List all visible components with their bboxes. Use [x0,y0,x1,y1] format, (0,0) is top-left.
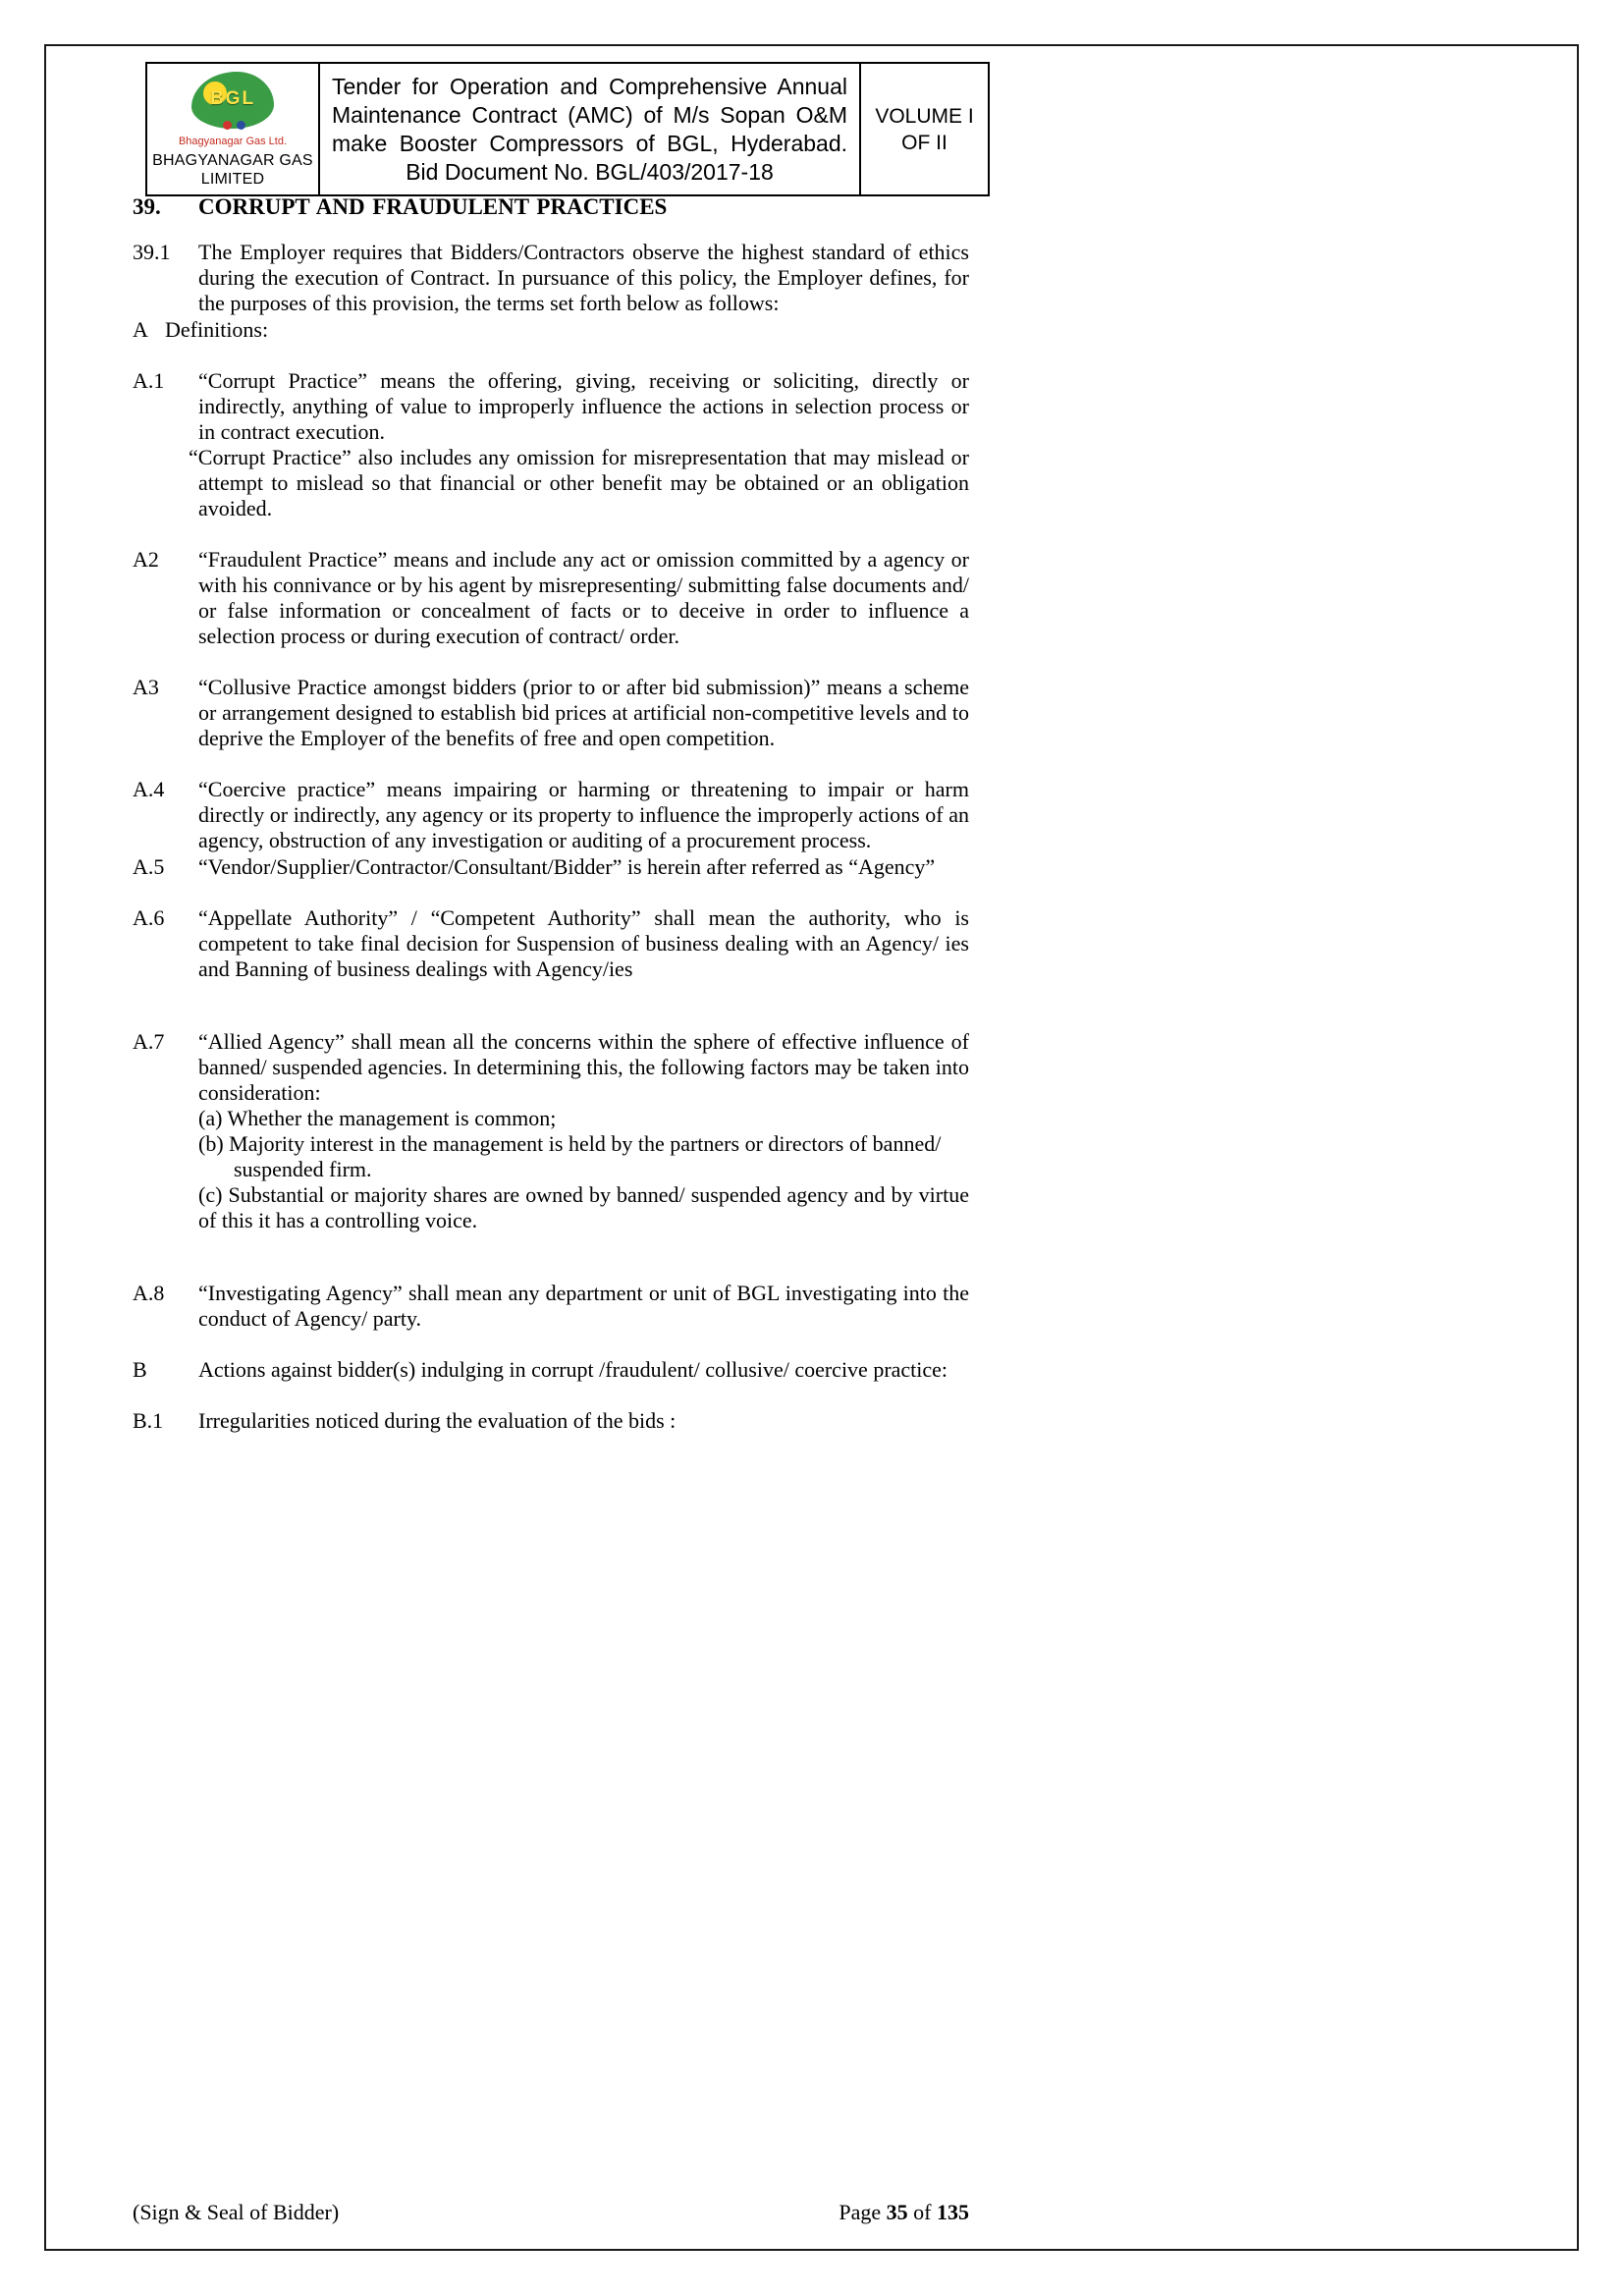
page-number-current: 35 [886,2200,908,2224]
sign-seal-note: (Sign & Seal of Bidder) [133,2200,340,2224]
document-footer [133,2200,969,2225]
logo-dot-blue-icon [237,121,245,130]
clause-text: “Appellate Authority” / “Competent Authority” shall mean the authority, who is competent to take final decision for Suspension of business dealing with an Agency/ ies and Banning of business dealings with Agency/ies [198,905,969,981]
clause-text: The Employer requires that Bidders/Contractors observe the highest standard of ethics during the execution of Contract. In pursuance of this policy, the Employer defines, for the purposes of this provision, the terms set forth below as follows: [198,240,969,315]
clause-label: A.8 [133,1281,165,1305]
tender-title-line: Tender for Operation and Comprehensive Annual [332,74,847,99]
clause-text: “Investigating Agency” shall mean any department or unit of BGL investigating into the conduct of Agency/ party. [198,1281,969,1331]
tender-title-line: make Booster Compressors of BGL, Hyderabad. [332,131,847,156]
clause-a-definitions [133,317,969,343]
clause-text: Actions against bidder(s) indulging in corrupt /fraudulent/ collusive/ coercive practice: [198,1357,948,1382]
clause-label: B.1 [133,1408,164,1433]
clause-text: “Corrupt Practice” means the offering, giving, receiving or soliciting, directly or indirectly, anything of value to improperly influence the actions in selection process or in contract execution. [198,368,969,444]
clause-label: A3 [133,675,159,699]
clause-a-2 [133,547,969,649]
clause-label: A2 [133,547,159,572]
section-number: 39. [133,194,161,219]
bid-document-number: Bid Document No. BGL/403/2017-18 [406,159,774,185]
page-number-total: 135 [937,2200,969,2224]
company-name-line1: BHAGYANAGAR GAS [152,152,313,169]
clause-b [133,1357,969,1383]
clause-label: A.7 [133,1029,165,1054]
clause-label: A.1 [133,368,165,393]
section-title: CORRUPT AND FRAUDULENT PRACTICES [198,194,668,219]
logo-subtitle: Bhagyanagar Gas Ltd. [178,136,288,147]
clause-text: “Fraudulent Practice” means and include any act or omission committed by a agency or with his connivance or by his agent by misrepresenting/ submitting false documents and/ or false information or concealment of facts or to deceive in order to influence a selection process or during execution of contract/ order. [198,547,969,648]
clause-label: A.5 [133,854,165,879]
clause-text: “Allied Agency” shall mean all the concerns within the sphere of effective influence of banned/ suspended agencies. In determining this, the following factors may be taken into consideration: [198,1029,969,1105]
clause-text: Definitions: [165,317,269,342]
clause-label: A.6 [133,905,165,930]
clause-a-5 [133,854,969,880]
company-name [152,151,313,189]
clause-text: “Collusive Practice amongst bidders (prior to or after bid submission)” means a scheme or arrangement designed to establish bid prices at artificial non-competitive levels and to deprive the Employer of the benefits of free and open competition. [198,675,969,750]
clause-text-continued: “Corrupt Practice” also includes any omission for misrepresentation that may mislead or attempt to mislead so that financial or other benefit may be obtained or an obligation avoided. [189,445,969,520]
page-number-of: of [907,2200,937,2224]
clause-label: A.4 [133,777,165,801]
clause-a-6 [133,905,969,982]
tender-title-line: Maintenance Contract (AMC) of M/s Sopan O&M [332,102,847,128]
logo-cell [147,64,320,194]
clause-a-4 [133,777,969,853]
clause-a-3 [133,675,969,751]
clause-a-7 [133,1029,969,1233]
volume-line2: OF II [901,131,947,154]
page-number [839,2200,969,2225]
clause-label: A [133,317,148,342]
clause-label: 39.1 [133,240,171,264]
clause-subitem-b: (b) Majority interest in the management is held by the partners or directors of banned/ suspended firm. [198,1131,942,1181]
volume-line1: VOLUME I [875,104,974,128]
clause-a-1 [133,368,969,521]
clause-text: Irregularities noticed during the evaluation of the bids : [198,1408,677,1433]
document-header [145,62,990,196]
company-name-line2: LIMITED [200,171,265,188]
clause-text: “Coercive practice” means impairing or harming or threatening to impair or harm directly or indirectly, any agency or its property to influence the improperly actions of an agency, obstruction of any investigation or auditing of a procurement process. [198,777,969,852]
clause-subitem-c: (c) Substantial or majority shares are owned by banned/ suspended agency and by virtue of this it has a controlling voice. [198,1182,969,1232]
section-heading [133,194,969,220]
logo-dot-red-icon [223,121,232,130]
clause-subitem-a: (a) Whether the management is common; [198,1106,557,1130]
bgl-logo [186,70,280,135]
page-number-label: Page [839,2200,887,2224]
volume-cell [861,64,988,194]
tender-title-cell [320,64,861,194]
logo-acronym: BGL [209,88,256,109]
clause-text: “Vendor/Supplier/Contractor/Consultant/Bidder” is herein after referred as “Agency” [198,854,936,879]
document-body [133,194,969,1434]
clause-39-1 [133,240,969,316]
clause-label: B [133,1357,147,1382]
clause-b-1 [133,1408,969,1434]
clause-a-8 [133,1281,969,1332]
